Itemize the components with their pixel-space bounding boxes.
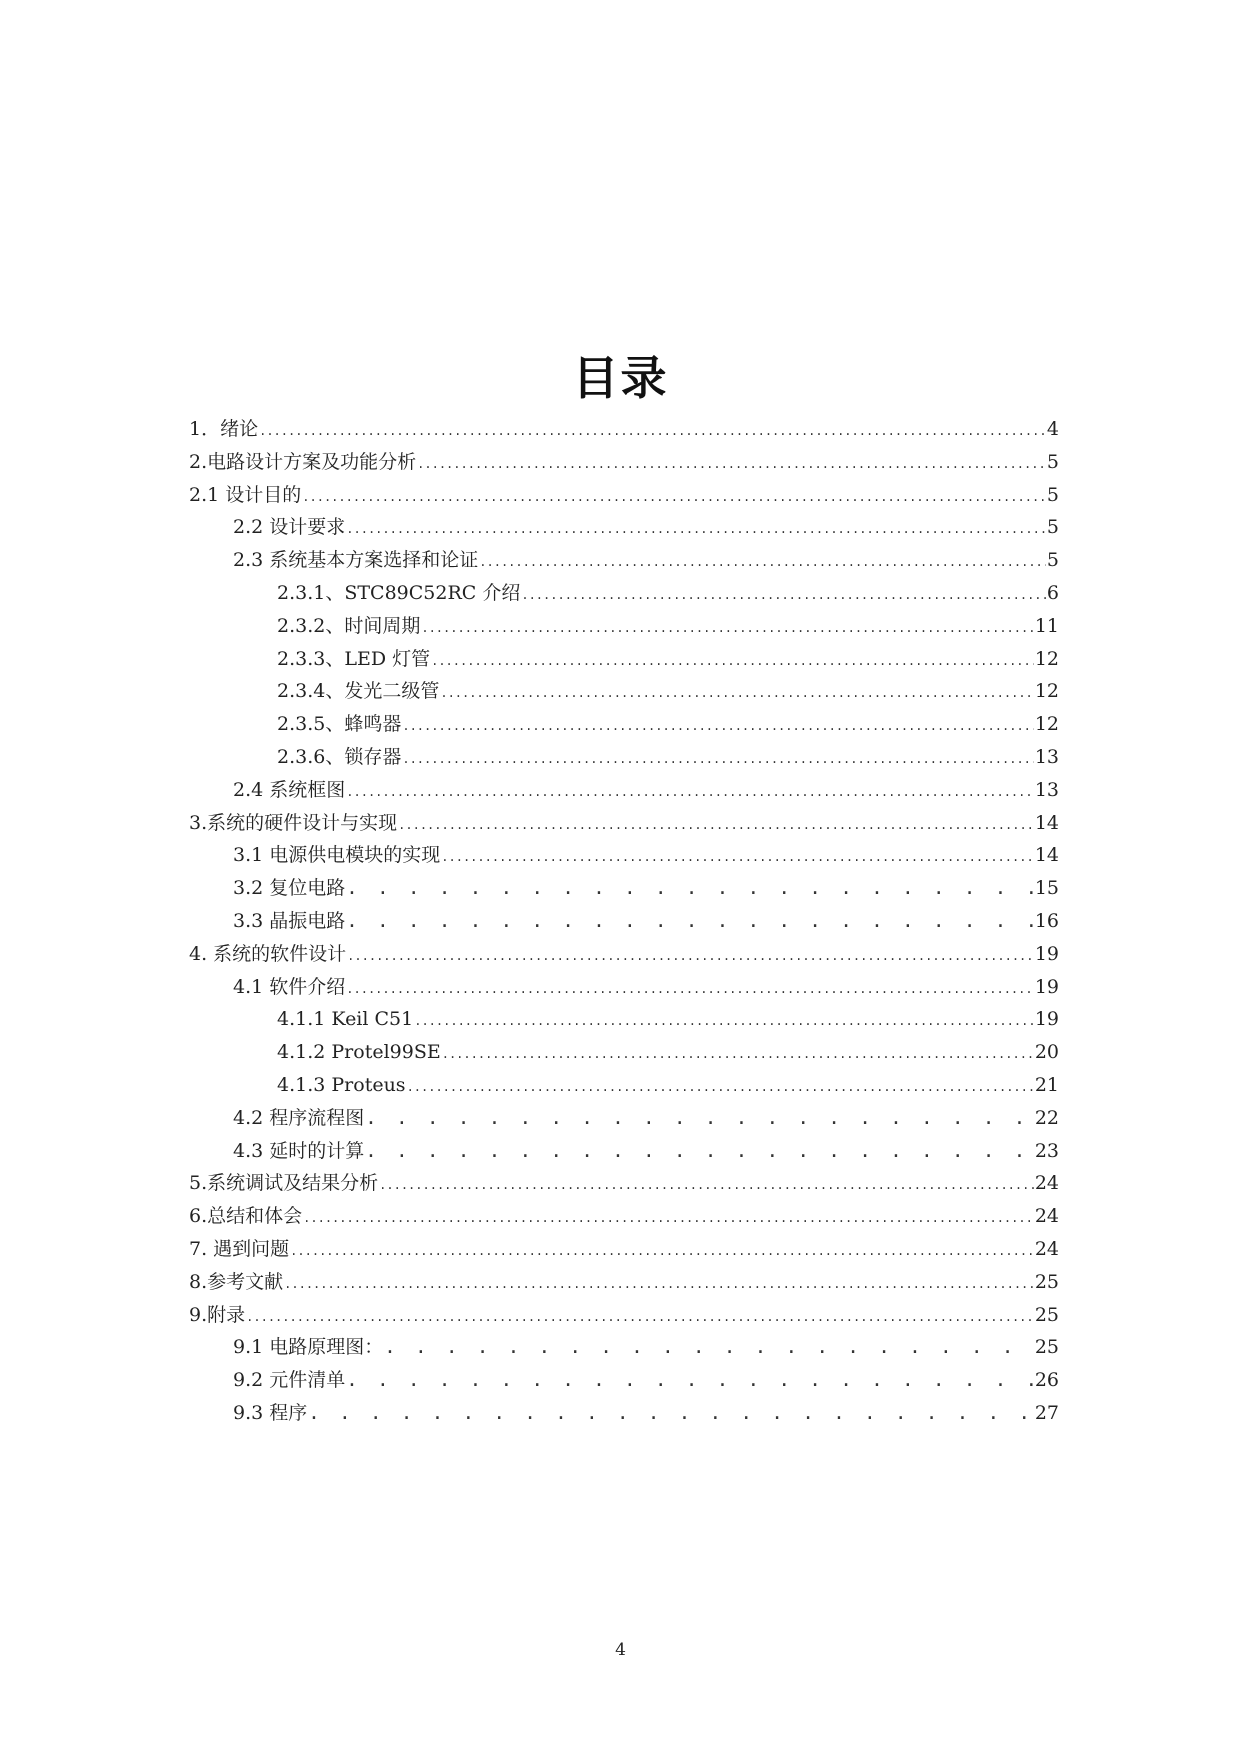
toc-entry-page: 20 xyxy=(1034,1041,1059,1064)
toc-dot-leader xyxy=(402,710,1033,743)
toc-entry-label: 4.1.2 Protel99SE xyxy=(277,1041,441,1064)
toc-entry-page: 24 xyxy=(1034,1205,1059,1228)
toc-entry[interactable] xyxy=(189,511,1059,544)
toc-entry-page: 5 xyxy=(1046,516,1059,539)
toc-entry-label: 2.3.6、锁存器 xyxy=(277,745,402,768)
toc-dot-leader xyxy=(402,743,1033,776)
toc-dot-leader xyxy=(290,1235,1034,1268)
toc-entry-label: 3.系统的硬件设计与实现 xyxy=(189,811,398,834)
toc-entry-label: 8.参考文献 xyxy=(189,1270,284,1293)
toc-entry-page: 23 xyxy=(1034,1139,1059,1162)
toc-entry-page: 16 xyxy=(1034,909,1059,932)
toc-entry-page: 25 xyxy=(1034,1270,1059,1293)
toc-dot-leader xyxy=(365,1102,1034,1135)
toc-entry[interactable] xyxy=(189,971,1059,1004)
toc-entry-label: 2.1 设计目的 xyxy=(189,483,302,506)
toc-entry-page: 19 xyxy=(1034,975,1059,998)
toc-entry-label: 9.2 元件清单 xyxy=(233,1369,346,1392)
toc-entry-label: 9.附录 xyxy=(189,1303,246,1326)
toc-entry[interactable] xyxy=(189,1167,1059,1200)
toc-dot-leader xyxy=(259,415,1046,448)
toc-dot-leader xyxy=(346,973,1034,1006)
toc-entry[interactable] xyxy=(189,1003,1059,1036)
toc-entry-page: 14 xyxy=(1034,844,1059,867)
toc-entry-label: 1．绪论 xyxy=(189,418,259,440)
toc-entry-page: 13 xyxy=(1034,745,1059,768)
toc-entry[interactable] xyxy=(189,1266,1059,1299)
toc-dot-leader xyxy=(398,809,1034,842)
toc-entry-label: 2.电路设计方案及功能分析 xyxy=(189,450,417,473)
toc-entry-page: 5 xyxy=(1046,483,1059,506)
toc-entry-page: 24 xyxy=(1034,1237,1059,1260)
toc-entry[interactable] xyxy=(189,774,1059,807)
toc-entry-label: 3.2 复位电路 xyxy=(233,877,346,900)
table-of-contents xyxy=(189,413,1059,1430)
toc-dot-leader xyxy=(441,841,1034,874)
toc-entry-label: 2.2 设计要求 xyxy=(233,516,346,539)
toc-entry-label: 4.3 延时的计算 xyxy=(233,1139,365,1162)
toc-entry-page: 26 xyxy=(1034,1369,1059,1392)
toc-dot-leader xyxy=(440,677,1033,710)
toc-entry-label: 4.1.3 Proteus xyxy=(277,1073,406,1096)
toc-entry-label: 9.1 电路原理图： xyxy=(233,1336,384,1359)
toc-entry-page: 12 xyxy=(1034,647,1059,670)
toc-entry-label: 2.3.3、LED 灯管 xyxy=(277,647,431,670)
toc-entry-page: 13 xyxy=(1034,778,1059,801)
toc-entry-page: 5 xyxy=(1046,450,1059,473)
toc-dot-leader xyxy=(384,1331,1034,1364)
toc-entry-page: 25 xyxy=(1034,1303,1059,1326)
toc-entry[interactable] xyxy=(189,1233,1059,1266)
toc-entry-page: 27 xyxy=(1034,1401,1059,1424)
toc-entry-label: 4.1.1 Keil C51 xyxy=(277,1008,414,1031)
toc-entry-label: 7. 遇到问题 xyxy=(189,1237,290,1260)
toc-entry-label: 2.3.2、时间周期 xyxy=(277,614,421,637)
toc-entry-label: 6.总结和体会 xyxy=(189,1205,303,1228)
toc-entry-label: 2.3.4、发光二级管 xyxy=(277,680,440,703)
toc-entry-page: 12 xyxy=(1034,680,1059,703)
toc-dot-leader xyxy=(347,940,1034,973)
toc-dot-leader xyxy=(346,872,1034,905)
toc-entry[interactable] xyxy=(189,905,1059,938)
toc-dot-leader xyxy=(346,776,1034,809)
toc-dot-leader xyxy=(417,448,1046,481)
toc-entry-label: 4. 系统的软件设计 xyxy=(189,942,347,965)
toc-entry[interactable] xyxy=(189,643,1059,676)
toc-dot-leader xyxy=(302,481,1046,514)
page-title: 目录 xyxy=(572,351,669,405)
toc-entry[interactable] xyxy=(189,544,1059,577)
toc-entry-label: 2.3 系统基本方案选择和论证 xyxy=(233,549,479,572)
toc-entry-page: 15 xyxy=(1034,877,1059,900)
toc-dot-leader xyxy=(431,645,1034,678)
toc-entry[interactable] xyxy=(189,1299,1059,1332)
toc-entry[interactable] xyxy=(189,577,1059,610)
toc-entry[interactable] xyxy=(189,1135,1059,1168)
toc-dot-leader xyxy=(442,1038,1034,1071)
toc-dot-leader xyxy=(303,1202,1034,1235)
toc-entry[interactable] xyxy=(189,413,1059,446)
toc-entry-page: 12 xyxy=(1034,713,1059,736)
toc-entry[interactable] xyxy=(189,1331,1059,1364)
toc-entry-page: 5 xyxy=(1046,549,1059,572)
toc-entry[interactable] xyxy=(189,1102,1059,1135)
toc-entry-page: 25 xyxy=(1034,1336,1059,1359)
toc-dot-leader xyxy=(346,1364,1034,1397)
toc-entry[interactable] xyxy=(189,872,1059,905)
toc-entry-page: 4 xyxy=(1046,418,1059,440)
toc-entry[interactable] xyxy=(189,675,1059,708)
toc-dot-leader xyxy=(308,1397,1034,1430)
toc-dot-leader xyxy=(421,612,1033,645)
toc-entry-label: 9.3 程序 xyxy=(233,1401,308,1424)
toc-entry[interactable] xyxy=(189,1364,1059,1397)
toc-dot-leader xyxy=(414,1005,1034,1038)
toc-entry[interactable] xyxy=(189,1397,1059,1430)
toc-entry[interactable] xyxy=(189,839,1059,872)
toc-entry-label: 2.4 系统框图 xyxy=(233,778,346,801)
toc-dot-leader xyxy=(346,905,1034,938)
toc-entry[interactable] xyxy=(189,1069,1059,1102)
toc-dot-leader xyxy=(379,1169,1034,1202)
toc-entry[interactable] xyxy=(189,741,1059,774)
toc-entry-label: 3.1 电源供电模块的实现 xyxy=(233,844,441,867)
toc-entry-page: 24 xyxy=(1034,1172,1059,1195)
toc-dot-leader xyxy=(407,1071,1034,1104)
toc-entry[interactable] xyxy=(189,807,1059,840)
toc-dot-leader xyxy=(479,546,1046,579)
page-number: 4 xyxy=(615,1640,626,1660)
toc-entry[interactable] xyxy=(189,446,1059,479)
toc-entry[interactable] xyxy=(189,479,1059,512)
toc-dot-leader xyxy=(284,1268,1034,1301)
toc-entry[interactable] xyxy=(189,1200,1059,1233)
toc-entry-page: 21 xyxy=(1034,1073,1059,1096)
toc-entry-label: 4.2 程序流程图 xyxy=(233,1106,365,1129)
toc-entry-label: 4.1 软件介绍 xyxy=(233,975,346,998)
toc-entry-label: 3.3 晶振电路 xyxy=(233,909,346,932)
toc-entry[interactable] xyxy=(189,938,1059,971)
toc-entry-page: 14 xyxy=(1034,811,1059,834)
toc-entry-page: 11 xyxy=(1034,614,1059,637)
toc-entry-page: 22 xyxy=(1034,1106,1059,1129)
toc-dot-leader xyxy=(346,513,1046,546)
toc-entry[interactable] xyxy=(189,708,1059,741)
toc-entry-label: 5.系统调试及结果分析 xyxy=(189,1172,379,1195)
toc-entry-page: 6 xyxy=(1046,581,1059,604)
toc-entry[interactable] xyxy=(189,1036,1059,1069)
toc-entry-label: 2.3.5、蜂鸣器 xyxy=(277,713,402,736)
toc-entry-label: 2.3.1、STC89C52RC 介绍 xyxy=(277,581,521,604)
toc-dot-leader xyxy=(365,1135,1034,1168)
toc-dot-leader xyxy=(246,1301,1034,1334)
toc-entry-page: 19 xyxy=(1034,942,1059,965)
toc-entry[interactable] xyxy=(189,610,1059,643)
toc-entry-page: 19 xyxy=(1034,1008,1059,1031)
toc-dot-leader xyxy=(521,579,1046,612)
